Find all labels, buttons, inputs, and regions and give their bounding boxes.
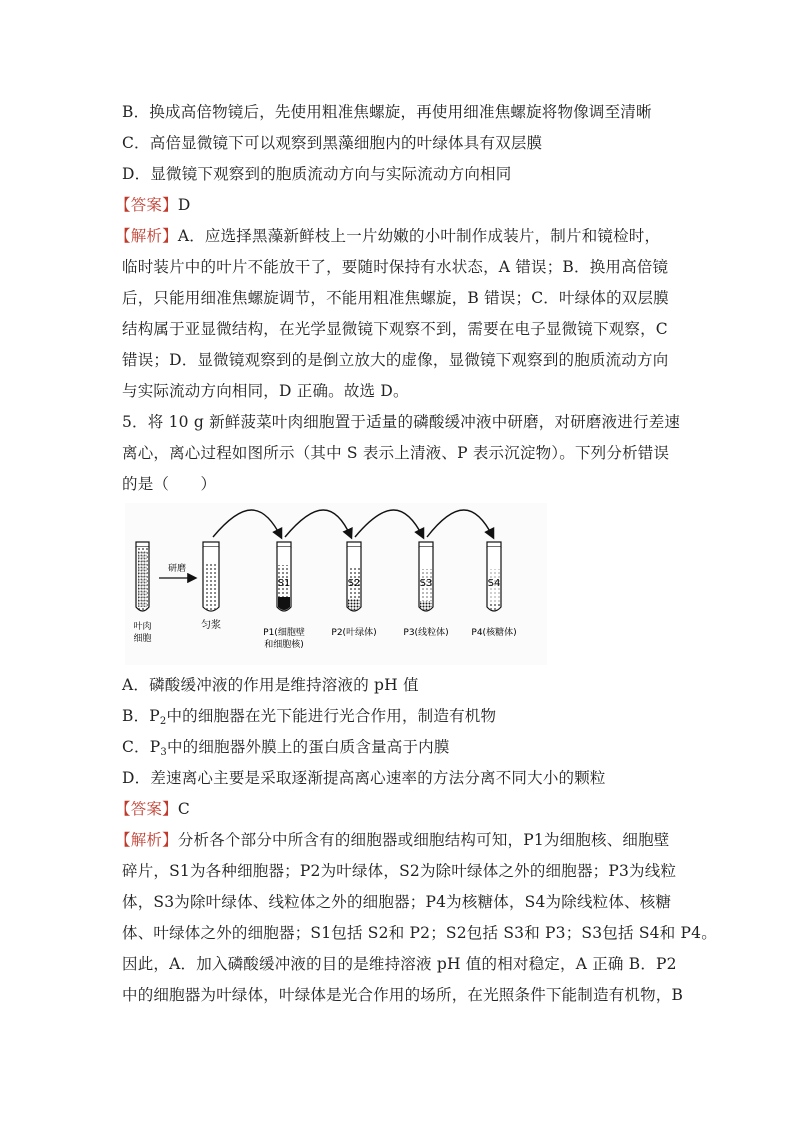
q5-analysis-line-1 [115, 830, 670, 850]
s3-label: S3 [419, 578, 433, 589]
grind-label: 研磨 [167, 564, 187, 574]
q5-stem-line-3: 的是（ ） [122, 475, 217, 493]
centrifugation-diagram [125, 503, 547, 665]
tube-homogenate [203, 542, 219, 611]
answer-tag: 【答案】 [115, 196, 178, 214]
q5-option-b: B．$P_2$中的细胞器在光下能进行光合作用，制造有机物 [122, 707, 497, 727]
tube-s2-p2 [347, 542, 361, 611]
p4-label: P4(核糖体) [471, 628, 517, 638]
q5-analysis-line-5: 因此，A．加入磷酸缓冲液的目的是维持溶液 pH 值的相对稳定，A 正确 B．P2 [122, 955, 677, 973]
p2-label: P2(叶绿体) [331, 628, 377, 638]
q4-option-c: C．高倍显微镜下可以观察到黑藻细胞内的叶绿体具有双层膜 [122, 134, 543, 152]
tube0-label-2: 细胞 [133, 634, 152, 644]
q5-analysis-line-6: 中的细胞器为叶绿体，叶绿体是光合作用的场所，在光照条件下能制造有机物，B [122, 986, 684, 1004]
s2-label: S2 [347, 578, 361, 589]
analysis-tag: 【解析】 [115, 227, 178, 245]
q5-stem-line-1: 5．将 10 g 新鲜菠菜叶肉细胞置于适量的磷酸缓冲液中研磨，对研磨液进行差速 [122, 413, 681, 431]
q4-answer [115, 195, 190, 215]
tube-leaf-cells [136, 542, 149, 611]
tube-s1-p1 [277, 542, 291, 611]
analysis-text: 分析各个部分中所含有的细胞器或细胞结构可知，P1为细胞核、细胞壁 [177, 831, 670, 849]
tube1-label: 匀浆 [201, 620, 221, 631]
q5-option-c: C．$P_3$中的细胞器外膜上的蛋白质含量高于内膜 [122, 738, 450, 758]
answer-value: C [177, 800, 190, 818]
tube0-label-1: 叶肉 [133, 622, 152, 632]
q4-analysis-line-6: 与实际流动方向相同，D 正确。故选 D。 [122, 382, 409, 400]
q5-analysis-line-3: 体，S3为除叶绿体、线粒体之外的细胞器；P4为核糖体，S4为除线粒体、核糖 [122, 893, 672, 911]
s1-label: S1 [277, 578, 291, 589]
q4-option-b: B．换成高倍物镜后，先使用粗准焦螺旋，再使用细准焦螺旋将物像调至清晰 [122, 103, 652, 121]
analysis-text: A．应选择黑藻新鲜枝上一片幼嫩的小叶制作成装片，制片和镜检时， [177, 227, 661, 245]
q5-answer [115, 799, 190, 819]
p3-label: P3(线粒体) [403, 628, 449, 638]
s4-label: S4 [487, 578, 501, 589]
q5-analysis-line-4: 体、叶绿体之外的细胞器；S1包括 S2和 P2；S2包括 S3和 P3；S3包括 S4和 P4。 [122, 924, 717, 942]
answer-value: D [177, 196, 191, 214]
q5-option-a: A．磷酸缓冲液的作用是维持溶液的 pH 值 [122, 676, 419, 694]
analysis-tag: 【解析】 [115, 831, 178, 849]
p1-label-1: P1(细胞壁 [263, 628, 305, 638]
p1-label-2: 和细胞核) [264, 640, 304, 650]
tube-s3-p3 [419, 542, 433, 611]
q4-analysis-line-3: 后，只能用细准焦螺旋调节，不能用粗准焦螺旋，B 错误；C．叶绿体的双层膜 [122, 289, 669, 307]
answer-tag: 【答案】 [115, 800, 178, 818]
q4-analysis-line-1 [115, 226, 660, 246]
q4-analysis-line-4: 结构属于亚显微结构，在光学显微镜下观察不到，需要在电子显微镜下观察，C [122, 320, 668, 338]
q4-analysis-line-2: 临时装片中的叶片不能放干了，要随时保持有水状态，A 错误；B．换用高倍镜 [122, 258, 669, 276]
q5-option-d: D．差速离心主要是采取逐渐提高离心速率的方法分离不同大小的颗粒 [122, 769, 606, 787]
q5-analysis-line-2: 碎片，S1为各种细胞器；P2为叶绿体，S2为除叶绿体之外的细胞器；P3为线粒 [122, 862, 677, 880]
q4-analysis-line-5: 错误；D．显微镜观察到的是倒立放大的虚像，显微镜下观察到的胞质流动方向 [122, 351, 669, 369]
q5-stem-line-2: 离心，离心过程如图所示（其中 S 表示上清液、P 表示沉淀物）。下列分析错误 [122, 444, 670, 462]
q4-option-d: D．显微镜下观察到的胞质流动方向与实际流动方向相同 [122, 165, 512, 183]
tube-s4-p4 [487, 542, 501, 611]
